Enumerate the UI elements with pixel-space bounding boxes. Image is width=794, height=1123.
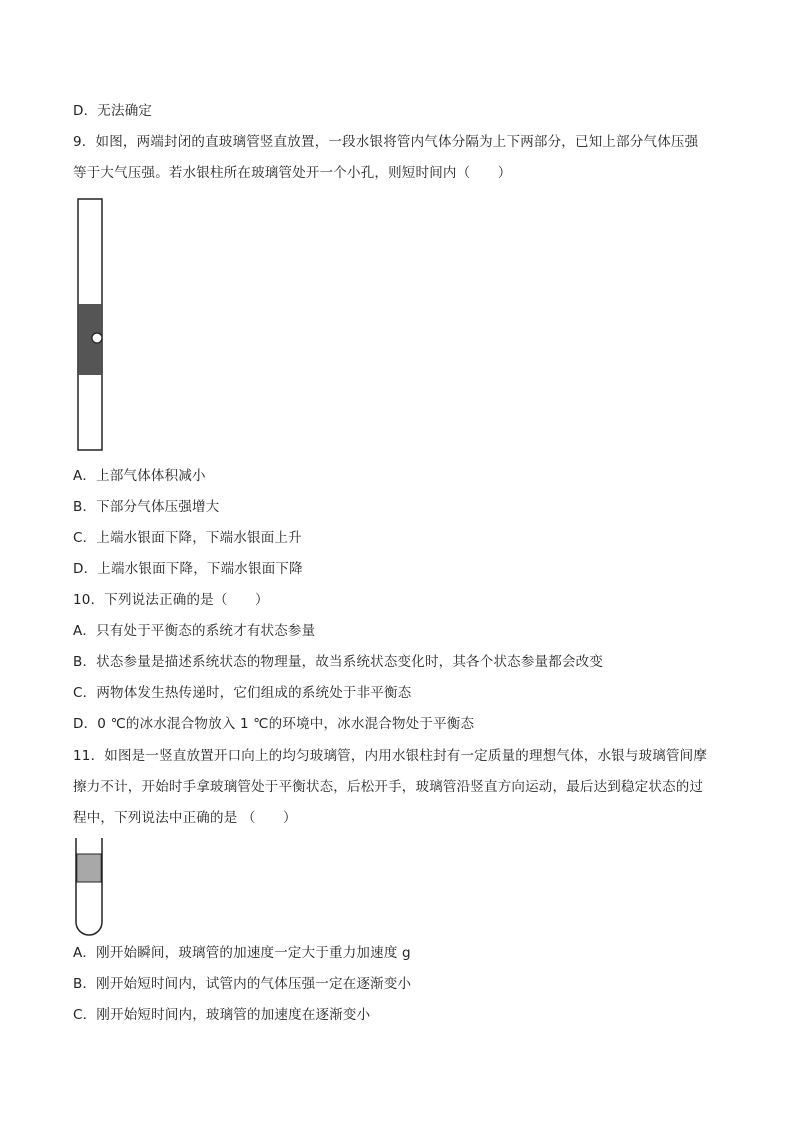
q10-option-d: D．0 ℃的冰水混合物放入 1 ℃的环境中，冰水混合物处于平衡态 bbox=[73, 716, 475, 732]
q10-stem: 10．下列说法正确的是（ ） bbox=[73, 592, 269, 608]
q9-option-a: A．上部气体体积减小 bbox=[73, 468, 206, 484]
q9-figure-sealed-tube bbox=[76, 197, 106, 453]
q9-option-d: D．上端水银面下降，下端水银面下降 bbox=[73, 561, 303, 577]
test-tube-outline bbox=[76, 838, 102, 935]
q11-figure-test-tube bbox=[72, 836, 106, 940]
q9-option-b: B．下部分气体压强增大 bbox=[73, 499, 220, 515]
q9-stem-line-2: 等于大气压强。若水银柱所在玻璃管处开一个小孔，则短时间内（ ） bbox=[73, 165, 512, 181]
mercury-column bbox=[77, 854, 101, 882]
q11-option-b: B．刚开始短时间内，试管内的气体压强一定在逐渐变小 bbox=[73, 976, 412, 992]
q11-option-c: C．刚开始短时间内，玻璃管的加速度在逐渐变小 bbox=[73, 1007, 371, 1023]
q8-option-d: D．无法确定 bbox=[73, 103, 153, 119]
q11-stem-line-3: 程中，下列说法中正确的是 （ ） bbox=[73, 810, 297, 826]
q11-option-a: A．刚开始瞬间，玻璃管的加速度一定大于重力加速度 g bbox=[73, 945, 411, 961]
q11-stem-line-2: 擦力不计，开始时手拿玻璃管处于平衡状态，后松开手，玻璃管沿竖直方向运动，最后达到稳定状态的过 bbox=[73, 779, 704, 795]
q10-option-a: A．只有处于平衡态的系统才有状态参量 bbox=[73, 623, 316, 639]
q10-option-c: C．两物体发生热传递时，它们组成的系统处于非平衡态 bbox=[73, 685, 412, 701]
q11-stem-line-1: 11．如图是一竖直放置开口向上的均匀玻璃管，内用水银柱封有一定质量的理想气体，水银与玻璃管间摩 bbox=[73, 748, 708, 764]
small-hole bbox=[92, 333, 102, 343]
q10-option-b: B．状态参量是描述系统状态的物理量，故当系统状态变化时，其各个状态参量都会改变 bbox=[73, 654, 604, 670]
q9-option-c: C．上端水银面下降，下端水银面上升 bbox=[73, 530, 302, 546]
q9-stem-line-1: 9．如图，两端封闭的直玻璃管竖直放置，一段水银将管内气体分隔为上下两部分，已知上部分气体压强 bbox=[73, 134, 699, 150]
